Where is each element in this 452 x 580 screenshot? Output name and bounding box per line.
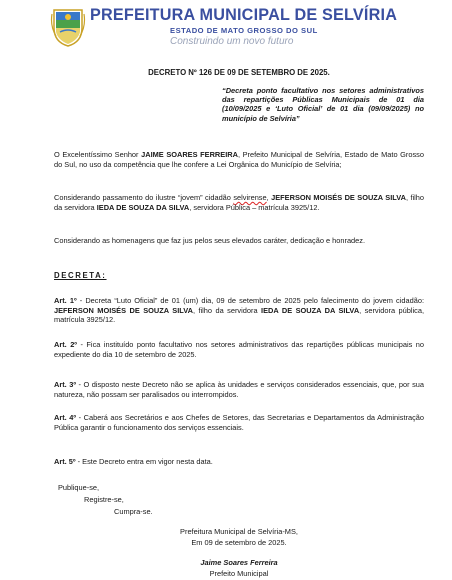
decreta-heading: DECRETA: (54, 271, 107, 280)
slogan: Construindo um novo futuro (170, 36, 294, 47)
preamble-paragraph: O Excelentíssimo Senhor JAIME SOARES FERREIRA, Prefeito Municipal de Selvíria, Estado de Mato Grosso do Sul, no uso da competência que lhe confere a Lei Orgânica do Município de Selvíria; (54, 150, 424, 169)
decree-summary: “Decreta ponto facultativo nos setores administrativos das repartições Públicas Municipais de 01 dia (10/09/2025 e ‘Luto Oficial’ de 01 dia (09/09/2025) no município de Selvíria” (222, 86, 424, 123)
closing-comply: Cumpra-se. (114, 507, 153, 516)
state-name: ESTADO DE MATO GROSSO DO SUL (170, 26, 318, 35)
closing-publish: Publique-se, (58, 483, 100, 492)
consideration-paragraph-2: Considerando as homenagens que faz jus pelos seus elevados caráter, dedicação e honradez. (54, 236, 366, 245)
municipal-coat-of-arms-icon (50, 6, 86, 48)
letterhead (0, 0, 452, 52)
signature-date: Em 09 de setembro de 2025. (191, 538, 287, 547)
article-4: Art. 4º - Caberá aos Secretários e aos Chefes de Setores, das Secretarias e Departamentos da Administração Pública garantir o funcionamento dos serviços essenciais. (54, 413, 425, 432)
closing-register: Registre-se, (84, 495, 124, 504)
decree-title: DECRETO Nº 126 DE 09 DE SETEMBRO DE 2025. (148, 68, 330, 77)
consideration-paragraph-1: Considerando passamento do ilustre “jovem” cidadão selvirense, JEFERSON MOISÉS DE SOUZA SILVA, filho da servidora IEDA DE SOUZA DA SILVA, servidora Pública – matrícula 3925/12. (54, 193, 425, 212)
municipality-title: PREFEITURA MUNICIPAL DE SELVÍRIA (90, 6, 398, 24)
article-3: Art. 3º - O disposto neste Decreto não se aplica às unidades e serviços considerados essenciais, que, por sua natureza, não possam ser paralisados ou interrompidos. (54, 380, 424, 399)
article-1: Art. 1º - Decreta “Luto Oficial” de 01 (um) dia, 09 de setembro de 2025 pelo falecimento do jovem cidadão: JEFERSON MOISÉS DE SOUZA SILVA, filho da servidora IEDA DE SOUZA DA SILVA, servidora pública, matrícula 3925/12. (54, 296, 424, 325)
signer-role: Prefeito Municipal (209, 569, 269, 578)
article-2: Art. 2º - Fica instituído ponto facultativo nos setores administrativos das repartições públicas municipais no expediente do dia 10 de setembro de 2025. (54, 340, 425, 359)
article-5: Art. 5º - Este Decreto entra em vigor nesta data. (54, 457, 213, 466)
signer-name: Jaime Soares Ferreira (200, 558, 278, 567)
signature-place: Prefeitura Municipal de Selvíria-MS, (180, 527, 298, 536)
